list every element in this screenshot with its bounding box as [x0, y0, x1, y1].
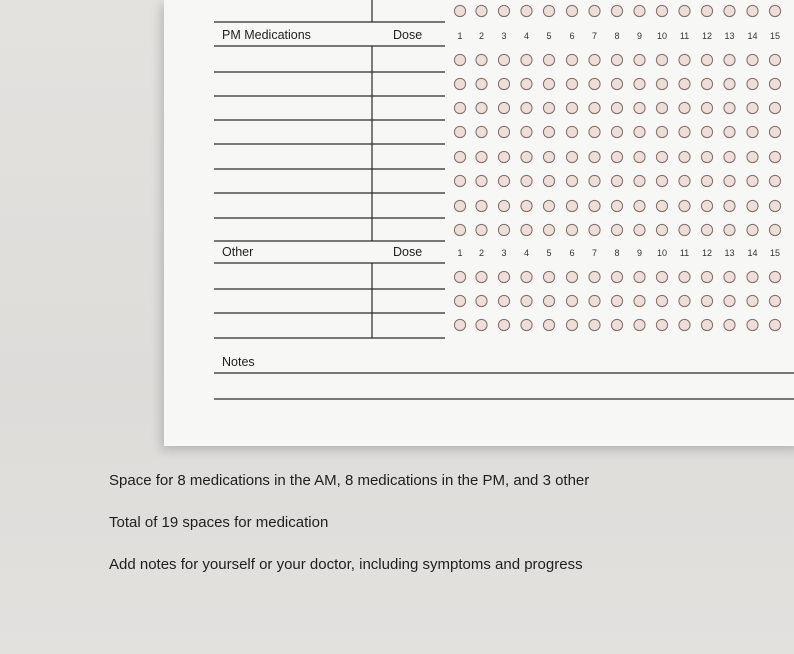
- other-row-3-checkbox-1[interactable]: [454, 319, 465, 330]
- other-row-2-checkbox-10[interactable]: [656, 295, 667, 306]
- pm-row-4-checkbox-13[interactable]: [724, 126, 735, 137]
- other-row-3-checkbox-9[interactable]: [634, 319, 645, 330]
- pm-row-7-checkbox-4[interactable]: [521, 200, 532, 211]
- other-row-2-checkbox-15[interactable]: [769, 295, 780, 306]
- other-row-2-checkbox-8[interactable]: [611, 295, 622, 306]
- other-row-2-checkbox-6[interactable]: [566, 295, 577, 306]
- other-row-2-checkbox-13[interactable]: [724, 295, 735, 306]
- pm-row-4-checkbox-1[interactable]: [454, 126, 465, 137]
- other-row-1-checkbox-15[interactable]: [769, 271, 780, 282]
- caption-notes: Add notes for yourself or your doctor, including symptoms and progress: [109, 556, 583, 573]
- pm-row-7-checkbox-10[interactable]: [656, 200, 667, 211]
- pm-row-5-checkbox-14[interactable]: [747, 151, 758, 162]
- pm-row-2-checkbox-8[interactable]: [611, 78, 622, 89]
- am-row-8-checkbox-14[interactable]: [747, 5, 758, 16]
- pm-row-8-checkbox-14[interactable]: [747, 224, 758, 235]
- other-row-1-checkbox-4[interactable]: [521, 271, 532, 282]
- other-row-2-checkbox-12[interactable]: [701, 295, 712, 306]
- pm-row-8-checkbox-9[interactable]: [634, 224, 645, 235]
- pm-row-4-checkbox-12[interactable]: [701, 126, 712, 137]
- other-row-2-checkbox-1[interactable]: [454, 295, 465, 306]
- pm-row-6-checkbox-8[interactable]: [611, 175, 622, 186]
- other-day-14: 14: [747, 248, 758, 258]
- pm-row-7-checkbox-3[interactable]: [498, 200, 509, 211]
- pm-row-8-checkbox-11[interactable]: [679, 224, 690, 235]
- pm-row-7-checkbox-7[interactable]: [589, 200, 600, 211]
- pm-row-3-checkbox-1[interactable]: [454, 102, 465, 113]
- pm-row-3-checkbox-10[interactable]: [656, 102, 667, 113]
- other-day-5: 5: [546, 248, 552, 258]
- other-row-1-checkbox-13[interactable]: [724, 271, 735, 282]
- pm-row-7-checkbox-2[interactable]: [476, 200, 487, 211]
- pm-day-5: 5: [546, 31, 552, 41]
- pm-day-7: 7: [591, 31, 598, 41]
- other-row-1-checkbox-7[interactable]: [589, 271, 600, 282]
- pm-row-1-checkbox-8[interactable]: [611, 54, 622, 65]
- pm-dose-header: Dose: [393, 28, 423, 42]
- pm-row-1-checkbox-7[interactable]: [589, 54, 600, 65]
- pm-row-1-checkbox-10[interactable]: [656, 54, 667, 65]
- pm-row-1-checkbox-15[interactable]: [769, 54, 780, 65]
- pm-row-6-checkbox-9[interactable]: [634, 175, 645, 186]
- other-day-11: 11: [679, 248, 690, 258]
- pm-row-5-checkbox-10[interactable]: [656, 151, 667, 162]
- pm-day-13: 13: [724, 31, 735, 41]
- pm-row-2-checkbox-14[interactable]: [747, 78, 758, 89]
- other-row-1-checkbox-11[interactable]: [679, 271, 690, 282]
- other-row-3-checkbox-3[interactable]: [498, 319, 509, 330]
- pm-row-3-checkbox-7[interactable]: [589, 102, 600, 113]
- pm-row-8-checkbox-3[interactable]: [498, 224, 509, 235]
- caption-total-spaces: Total of 19 spaces for medication: [109, 514, 329, 531]
- pm-row-6-checkbox-12[interactable]: [701, 175, 712, 186]
- pm-row-3-checkbox-8[interactable]: [611, 102, 622, 113]
- pm-day-8: 8: [614, 31, 620, 41]
- other-row-1-checkbox-14[interactable]: [747, 271, 758, 282]
- am-row-8-checkbox-3[interactable]: [498, 5, 509, 16]
- pm-row-2-checkbox-5[interactable]: [543, 78, 554, 89]
- pm-row-2-checkbox-15[interactable]: [769, 78, 780, 89]
- pm-row-1-checkbox-2[interactable]: [476, 54, 487, 65]
- pm-row-5-checkbox-1[interactable]: [454, 151, 465, 162]
- am-row-8-checkbox-13[interactable]: [724, 5, 735, 16]
- pm-row-3-checkbox-15[interactable]: [769, 102, 780, 113]
- pm-row-4-checkbox-4[interactable]: [521, 126, 532, 137]
- pm-row-8-checkbox-2[interactable]: [476, 224, 487, 235]
- pm-row-3-checkbox-9[interactable]: [634, 102, 645, 113]
- pm-row-8-checkbox-10[interactable]: [656, 224, 667, 235]
- pm-row-5-checkbox-12[interactable]: [701, 151, 712, 162]
- pm-day-14: 14: [747, 31, 758, 41]
- pm-row-2-checkbox-6[interactable]: [566, 78, 577, 89]
- other-row-1-checkbox-2[interactable]: [476, 271, 487, 282]
- pm-row-8-checkbox-5[interactable]: [543, 224, 554, 235]
- pm-row-7-checkbox-6[interactable]: [566, 200, 577, 211]
- other-row-3-checkbox-13[interactable]: [724, 319, 735, 330]
- am-row-8-checkbox-7[interactable]: [589, 5, 600, 16]
- other-row-2-checkbox-11[interactable]: [679, 295, 690, 306]
- other-day-2: 2: [478, 248, 485, 258]
- pm-row-6-checkbox-7[interactable]: [589, 175, 600, 186]
- other-row-3-checkbox-6[interactable]: [566, 319, 577, 330]
- pm-row-7-checkbox-11[interactable]: [679, 200, 690, 211]
- pm-row-2-checkbox-1[interactable]: [454, 78, 465, 89]
- other-row-2-checkbox-9[interactable]: [634, 295, 645, 306]
- pm-day-6: 6: [569, 31, 575, 41]
- pm-row-6-checkbox-6[interactable]: [566, 175, 577, 186]
- pm-row-3-checkbox-2[interactable]: [476, 102, 487, 113]
- other-day-1: 1: [457, 248, 463, 258]
- pm-row-1-checkbox-9[interactable]: [634, 54, 645, 65]
- pm-row-6-checkbox-1[interactable]: [454, 175, 465, 186]
- other-row-1-checkbox-12[interactable]: [701, 271, 712, 282]
- other-day-12: 12: [701, 248, 713, 258]
- pm-row-3-checkbox-11[interactable]: [679, 102, 690, 113]
- pm-row-7-checkbox-9[interactable]: [634, 200, 645, 211]
- pm-day-12: 12: [701, 31, 713, 41]
- pm-row-4-checkbox-5[interactable]: [543, 126, 554, 137]
- pm-row-7-checkbox-8[interactable]: [611, 200, 622, 211]
- pm-row-4-checkbox-6[interactable]: [566, 126, 577, 137]
- am-row-8-checkbox-9[interactable]: [634, 5, 645, 16]
- pm-row-3-checkbox-5[interactable]: [543, 102, 554, 113]
- pm-row-7-checkbox-12[interactable]: [701, 200, 712, 211]
- pm-row-6-checkbox-5[interactable]: [543, 175, 554, 186]
- other-row-3-checkbox-7[interactable]: [589, 319, 600, 330]
- pm-row-1-checkbox-12[interactable]: [701, 54, 712, 65]
- other-row-2-checkbox-4[interactable]: [521, 295, 532, 306]
- pm-row-6-checkbox-15[interactable]: [769, 175, 780, 186]
- other-row-3-checkbox-14[interactable]: [747, 319, 758, 330]
- pm-row-5-checkbox-5[interactable]: [543, 151, 554, 162]
- other-day-8: 8: [614, 248, 620, 258]
- pm-row-6-checkbox-3[interactable]: [498, 175, 509, 186]
- pm-row-4-checkbox-11[interactable]: [679, 126, 690, 137]
- pm-row-3-checkbox-6[interactable]: [566, 102, 577, 113]
- caption-medication-spaces: Space for 8 medications in the AM, 8 medications in the PM, and 3 other: [109, 472, 590, 489]
- pm-row-6-checkbox-11[interactable]: [679, 175, 690, 186]
- pm-row-8-checkbox-12[interactable]: [701, 224, 712, 235]
- pm-row-4-checkbox-15[interactable]: [769, 126, 780, 137]
- am-row-8-checkbox-4[interactable]: [521, 5, 532, 16]
- other-row-2-checkbox-5[interactable]: [543, 295, 554, 306]
- other-row-1-checkbox-3[interactable]: [498, 271, 509, 282]
- pm-row-6-checkbox-14[interactable]: [747, 175, 758, 186]
- other-day-15: 15: [769, 248, 781, 258]
- other-header: Other: [222, 245, 254, 259]
- pm-row-5-checkbox-8[interactable]: [611, 151, 622, 162]
- pm-row-8-checkbox-4[interactable]: [521, 224, 532, 235]
- pm-row-8-checkbox-8[interactable]: [611, 224, 622, 235]
- other-row-3-checkbox-5[interactable]: [543, 319, 554, 330]
- other-row-3-checkbox-10[interactable]: [656, 319, 667, 330]
- pm-row-7-checkbox-5[interactable]: [543, 200, 554, 211]
- pm-row-6-checkbox-10[interactable]: [656, 175, 667, 186]
- other-row-1-checkbox-1[interactable]: [454, 271, 465, 282]
- pm-row-4-checkbox-2[interactable]: [476, 126, 487, 137]
- pm-row-8-checkbox-6[interactable]: [566, 224, 577, 235]
- pm-day-11: 11: [679, 31, 690, 41]
- pm-row-2-checkbox-13[interactable]: [724, 78, 735, 89]
- pm-day-3: 3: [501, 31, 507, 41]
- pm-row-3-checkbox-3[interactable]: [498, 102, 509, 113]
- pm-row-4-checkbox-10[interactable]: [656, 126, 667, 137]
- other-day-10: 10: [656, 248, 668, 258]
- pm-row-3-checkbox-13[interactable]: [724, 102, 735, 113]
- other-row-3-checkbox-8[interactable]: [611, 319, 622, 330]
- pm-row-1-checkbox-1[interactable]: [454, 54, 465, 65]
- other-row-1-checkbox-10[interactable]: [656, 271, 667, 282]
- pm-row-1-checkbox-14[interactable]: [747, 54, 758, 65]
- pm-row-1-checkbox-11[interactable]: [679, 54, 690, 65]
- other-day-13: 13: [724, 248, 735, 258]
- pm-row-5-checkbox-2[interactable]: [476, 151, 487, 162]
- other-row-2-checkbox-14[interactable]: [747, 295, 758, 306]
- pm-row-2-checkbox-11[interactable]: [679, 78, 690, 89]
- pm-row-3-checkbox-12[interactable]: [701, 102, 712, 113]
- pm-row-2-checkbox-2[interactable]: [476, 78, 487, 89]
- pm-row-8-checkbox-7[interactable]: [589, 224, 600, 235]
- pm-row-5-checkbox-13[interactable]: [724, 151, 735, 162]
- other-dose-header: Dose: [393, 245, 423, 259]
- pm-medications-header: PM Medications: [222, 28, 311, 42]
- pm-row-2-checkbox-4[interactable]: [521, 78, 532, 89]
- pm-row-2-checkbox-9[interactable]: [634, 78, 645, 89]
- am-row-8-checkbox-12[interactable]: [701, 5, 712, 16]
- other-row-3-checkbox-15[interactable]: [769, 319, 780, 330]
- am-row-8-checkbox-8[interactable]: [611, 5, 622, 16]
- pm-row-3-checkbox-4[interactable]: [521, 102, 532, 113]
- other-row-3-checkbox-4[interactable]: [521, 319, 532, 330]
- am-row-8-checkbox-11[interactable]: [679, 5, 690, 16]
- pm-row-1-checkbox-6[interactable]: [566, 54, 577, 65]
- pm-row-6-checkbox-2[interactable]: [476, 175, 487, 186]
- am-row-8-checkbox-5[interactable]: [543, 5, 554, 16]
- pm-day-15: 15: [769, 31, 781, 41]
- am-row-8-checkbox-10[interactable]: [656, 5, 667, 16]
- pm-row-2-checkbox-3[interactable]: [498, 78, 509, 89]
- pm-row-7-checkbox-15[interactable]: [769, 200, 780, 211]
- other-row-3-checkbox-12[interactable]: [701, 319, 712, 330]
- pm-row-3-checkbox-14[interactable]: [747, 102, 758, 113]
- other-row-1-checkbox-6[interactable]: [566, 271, 577, 282]
- pm-row-2-checkbox-12[interactable]: [701, 78, 712, 89]
- pm-row-5-checkbox-11[interactable]: [679, 151, 690, 162]
- pm-row-4-checkbox-3[interactable]: [498, 126, 509, 137]
- am-row-8-checkbox-1[interactable]: [454, 5, 465, 16]
- pm-row-8-checkbox-1[interactable]: [454, 224, 465, 235]
- pm-row-5-checkbox-3[interactable]: [498, 151, 509, 162]
- pm-row-4-checkbox-7[interactable]: [589, 126, 600, 137]
- other-row-1-checkbox-5[interactable]: [543, 271, 554, 282]
- other-day-9: 9: [636, 248, 643, 258]
- pm-row-1-checkbox-4[interactable]: [521, 54, 532, 65]
- other-row-1-checkbox-9[interactable]: [634, 271, 645, 282]
- other-row-2-checkbox-7[interactable]: [589, 295, 600, 306]
- other-row-3-checkbox-11[interactable]: [679, 319, 690, 330]
- pm-row-1-checkbox-3[interactable]: [498, 54, 509, 65]
- other-row-1-checkbox-8[interactable]: [611, 271, 622, 282]
- am-row-8-checkbox-15[interactable]: [769, 5, 780, 16]
- other-day-4: 4: [523, 248, 530, 258]
- pm-row-1-checkbox-13[interactable]: [724, 54, 735, 65]
- pm-row-8-checkbox-13[interactable]: [724, 224, 735, 235]
- pm-row-2-checkbox-7[interactable]: [589, 78, 600, 89]
- pm-row-4-checkbox-8[interactable]: [611, 126, 622, 137]
- other-row-2-checkbox-3[interactable]: [498, 295, 509, 306]
- other-day-6: 6: [569, 248, 575, 258]
- other-day-3: 3: [501, 248, 507, 258]
- pm-row-1-checkbox-5[interactable]: [543, 54, 554, 65]
- pm-day-4: 4: [523, 31, 530, 41]
- other-row-2-checkbox-2[interactable]: [476, 295, 487, 306]
- pm-row-7-checkbox-14[interactable]: [747, 200, 758, 211]
- pm-row-4-checkbox-14[interactable]: [747, 126, 758, 137]
- other-day-7: 7: [591, 248, 598, 258]
- other-row-3-checkbox-2[interactable]: [476, 319, 487, 330]
- pm-row-4-checkbox-9[interactable]: [634, 126, 645, 137]
- pm-day-10: 10: [656, 31, 668, 41]
- am-row-8-checkbox-2[interactable]: [476, 5, 487, 16]
- pm-row-5-checkbox-7[interactable]: [589, 151, 600, 162]
- pm-row-7-checkbox-13[interactable]: [724, 200, 735, 211]
- pm-day-2: 2: [478, 31, 485, 41]
- pm-day-9: 9: [636, 31, 643, 41]
- notes-label: Notes: [222, 355, 255, 369]
- pm-row-6-checkbox-13[interactable]: [724, 175, 735, 186]
- pm-row-2-checkbox-10[interactable]: [656, 78, 667, 89]
- pm-row-5-checkbox-9[interactable]: [634, 151, 645, 162]
- pm-row-7-checkbox-1[interactable]: [454, 200, 465, 211]
- pm-row-8-checkbox-15[interactable]: [769, 224, 780, 235]
- pm-row-5-checkbox-15[interactable]: [769, 151, 780, 162]
- pm-row-6-checkbox-4[interactable]: [521, 175, 532, 186]
- pm-day-1: 1: [457, 31, 463, 41]
- am-row-8-checkbox-6[interactable]: [566, 5, 577, 16]
- pm-row-5-checkbox-6[interactable]: [566, 151, 577, 162]
- pm-row-5-checkbox-4[interactable]: [521, 151, 532, 162]
